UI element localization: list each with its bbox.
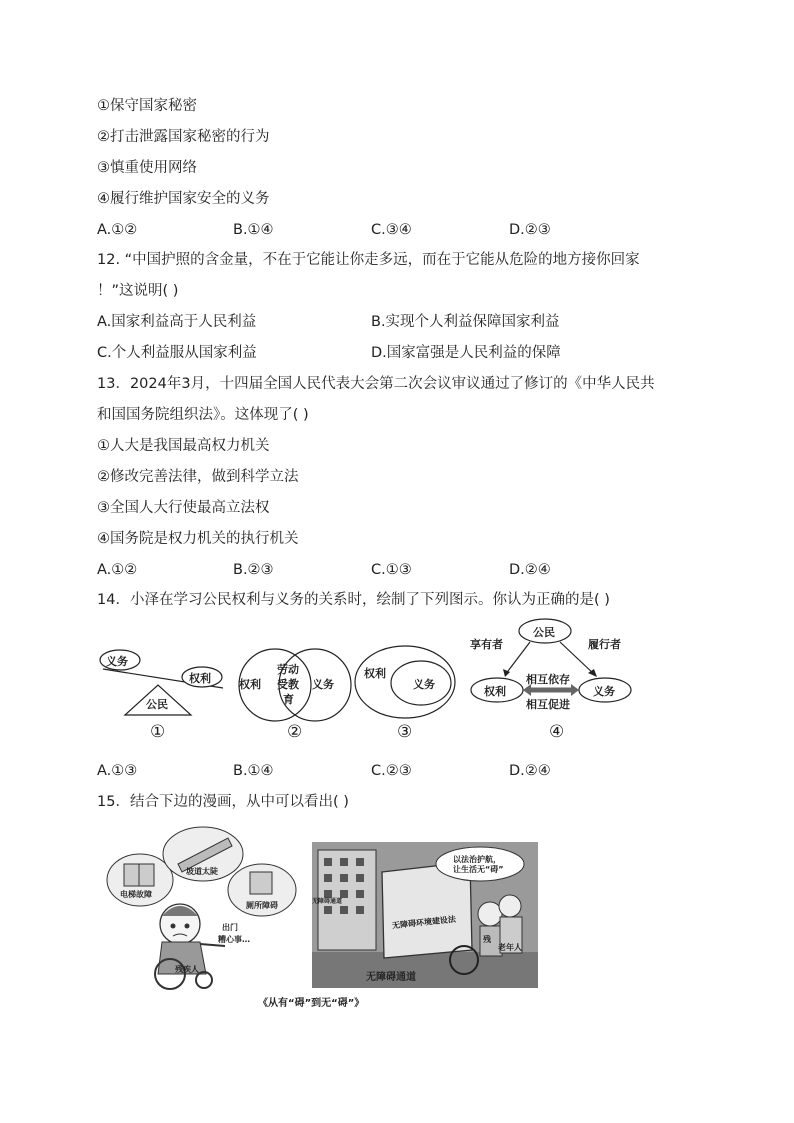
q12-stem-line1: 12. “中国护照的含金量，不在于它能让你走多远，而在于它能从危险的地方接你回家	[97, 252, 640, 268]
q14-option-d[interactable]: D.②④	[509, 763, 551, 779]
q12-option-c[interactable]: C.个人利益服从国家利益	[97, 345, 257, 361]
q13-option-a[interactable]: A.①②	[97, 562, 138, 578]
q12-stem-line2: ！”这说明( )	[97, 283, 179, 299]
d4-right-label: 权利	[484, 685, 506, 698]
comic-left-label-6: 残疾人	[175, 965, 199, 974]
nested-graphic	[353, 643, 463, 723]
comic-right-panel	[312, 842, 538, 988]
d1-number: ①	[150, 722, 166, 742]
d2-right-label: 权利	[239, 678, 261, 691]
comic-right-sign: 无障碍环境建设法	[391, 914, 457, 931]
q11-option-a[interactable]: A.①②	[97, 222, 138, 238]
q13-stem-line2: 和国国务院组织法》。这体现了( )	[97, 407, 309, 423]
q11-item-1: ①保守国家秘密	[97, 98, 197, 114]
q12-option-d[interactable]: D.国家富强是人民利益的保障	[371, 345, 561, 361]
q13-item-1: ①人大是我国最高权力机关	[97, 438, 270, 454]
d3-duty-label: 义务	[413, 678, 435, 691]
d3-right-label: 权利	[364, 667, 386, 680]
comic-left-label-2: 电梯故障	[120, 890, 152, 899]
d2-duty-label: 义务	[312, 678, 334, 691]
d1-right-label: 权利	[189, 672, 211, 685]
comic-right-elder-label: 老年人	[498, 943, 522, 952]
q11-item-3: ③慎重使用网络	[97, 160, 197, 176]
comic-right-building-sign: 无障碍通道	[312, 898, 343, 905]
q14-stem: 14．小泽在学习公民权利与义务的关系时，绘制了下列图示。你认为正确的是( )	[97, 592, 610, 608]
q13-item-2: ②修改完善法律，做到科学立法	[97, 469, 299, 485]
d2-mid-2: 受教	[277, 678, 299, 691]
d4-duty-label: 义务	[593, 685, 615, 698]
comic-left-label-4: 出门	[222, 923, 238, 932]
d4-citizen-label: 公民	[533, 626, 555, 639]
d4-holder-label: 享有者	[470, 638, 503, 651]
comic-left-label-5: 糟心事…	[218, 935, 250, 944]
q13-item-3: ③全国人大行使最高立法权	[97, 500, 270, 516]
comic-right-speech-2: 让生活无“碍”	[453, 865, 504, 874]
comic-left-label-3: 厕所障碍	[246, 901, 278, 910]
q13-stem-line1: 13．2024年3月，十四届全国人民代表大会第二次会议审议通过了修订的《中华人民共	[97, 376, 655, 392]
q11-item-2: ②打击泄露国家秘密的行为	[97, 129, 270, 145]
q14-option-b[interactable]: B.①④	[233, 763, 274, 779]
q14-option-a[interactable]: A.①③	[97, 763, 138, 779]
d4-mutual-1: 相互依存	[526, 673, 570, 686]
d2-number: ②	[287, 722, 303, 742]
comic-right-speech-1: 以法治护航，	[453, 855, 501, 864]
q11-option-d[interactable]: D.②③	[509, 222, 551, 238]
d3-number: ③	[397, 722, 413, 742]
d2-mid-3: 育	[283, 693, 294, 706]
q13-option-d[interactable]: D.②④	[509, 562, 551, 578]
d1-duty-label: 义务	[106, 655, 128, 668]
q13-option-b[interactable]: B.②③	[233, 562, 274, 578]
q13-option-c[interactable]: C.①③	[371, 562, 412, 578]
comic-right-path-label: 无障碍通道	[366, 972, 416, 983]
comic-right-illustration	[312, 842, 538, 988]
q15-stem: 15．结合下边的漫画，从中可以看出( )	[97, 794, 349, 810]
d4-performer-label: 履行者	[588, 638, 621, 651]
comic-right-disabled-label: 残	[483, 935, 491, 944]
d1-citizen-label: 公民	[146, 698, 168, 711]
q12-option-a[interactable]: A.国家利益高于人民利益	[97, 314, 257, 330]
q14-option-c[interactable]: C.②③	[371, 763, 412, 779]
comic-caption: 《从有“碍”到无“碍”》	[258, 998, 365, 1009]
q11-option-b[interactable]: B.①④	[233, 222, 274, 238]
d2-mid-1: 劳动	[277, 663, 299, 676]
d4-mutual-2: 相互促进	[526, 698, 570, 711]
q12-option-b[interactable]: B.实现个人利益保障国家利益	[371, 314, 560, 330]
comic-left-panel	[100, 824, 304, 992]
d4-number: ④	[549, 722, 565, 742]
comic-left-label-1: 坡道太陡	[186, 867, 218, 876]
q11-item-4: ④履行维护国家安全的义务	[97, 191, 270, 207]
q13-item-4: ④国务院是权力机关的执行机关	[97, 531, 299, 547]
q11-option-c[interactable]: C.③④	[371, 222, 412, 238]
